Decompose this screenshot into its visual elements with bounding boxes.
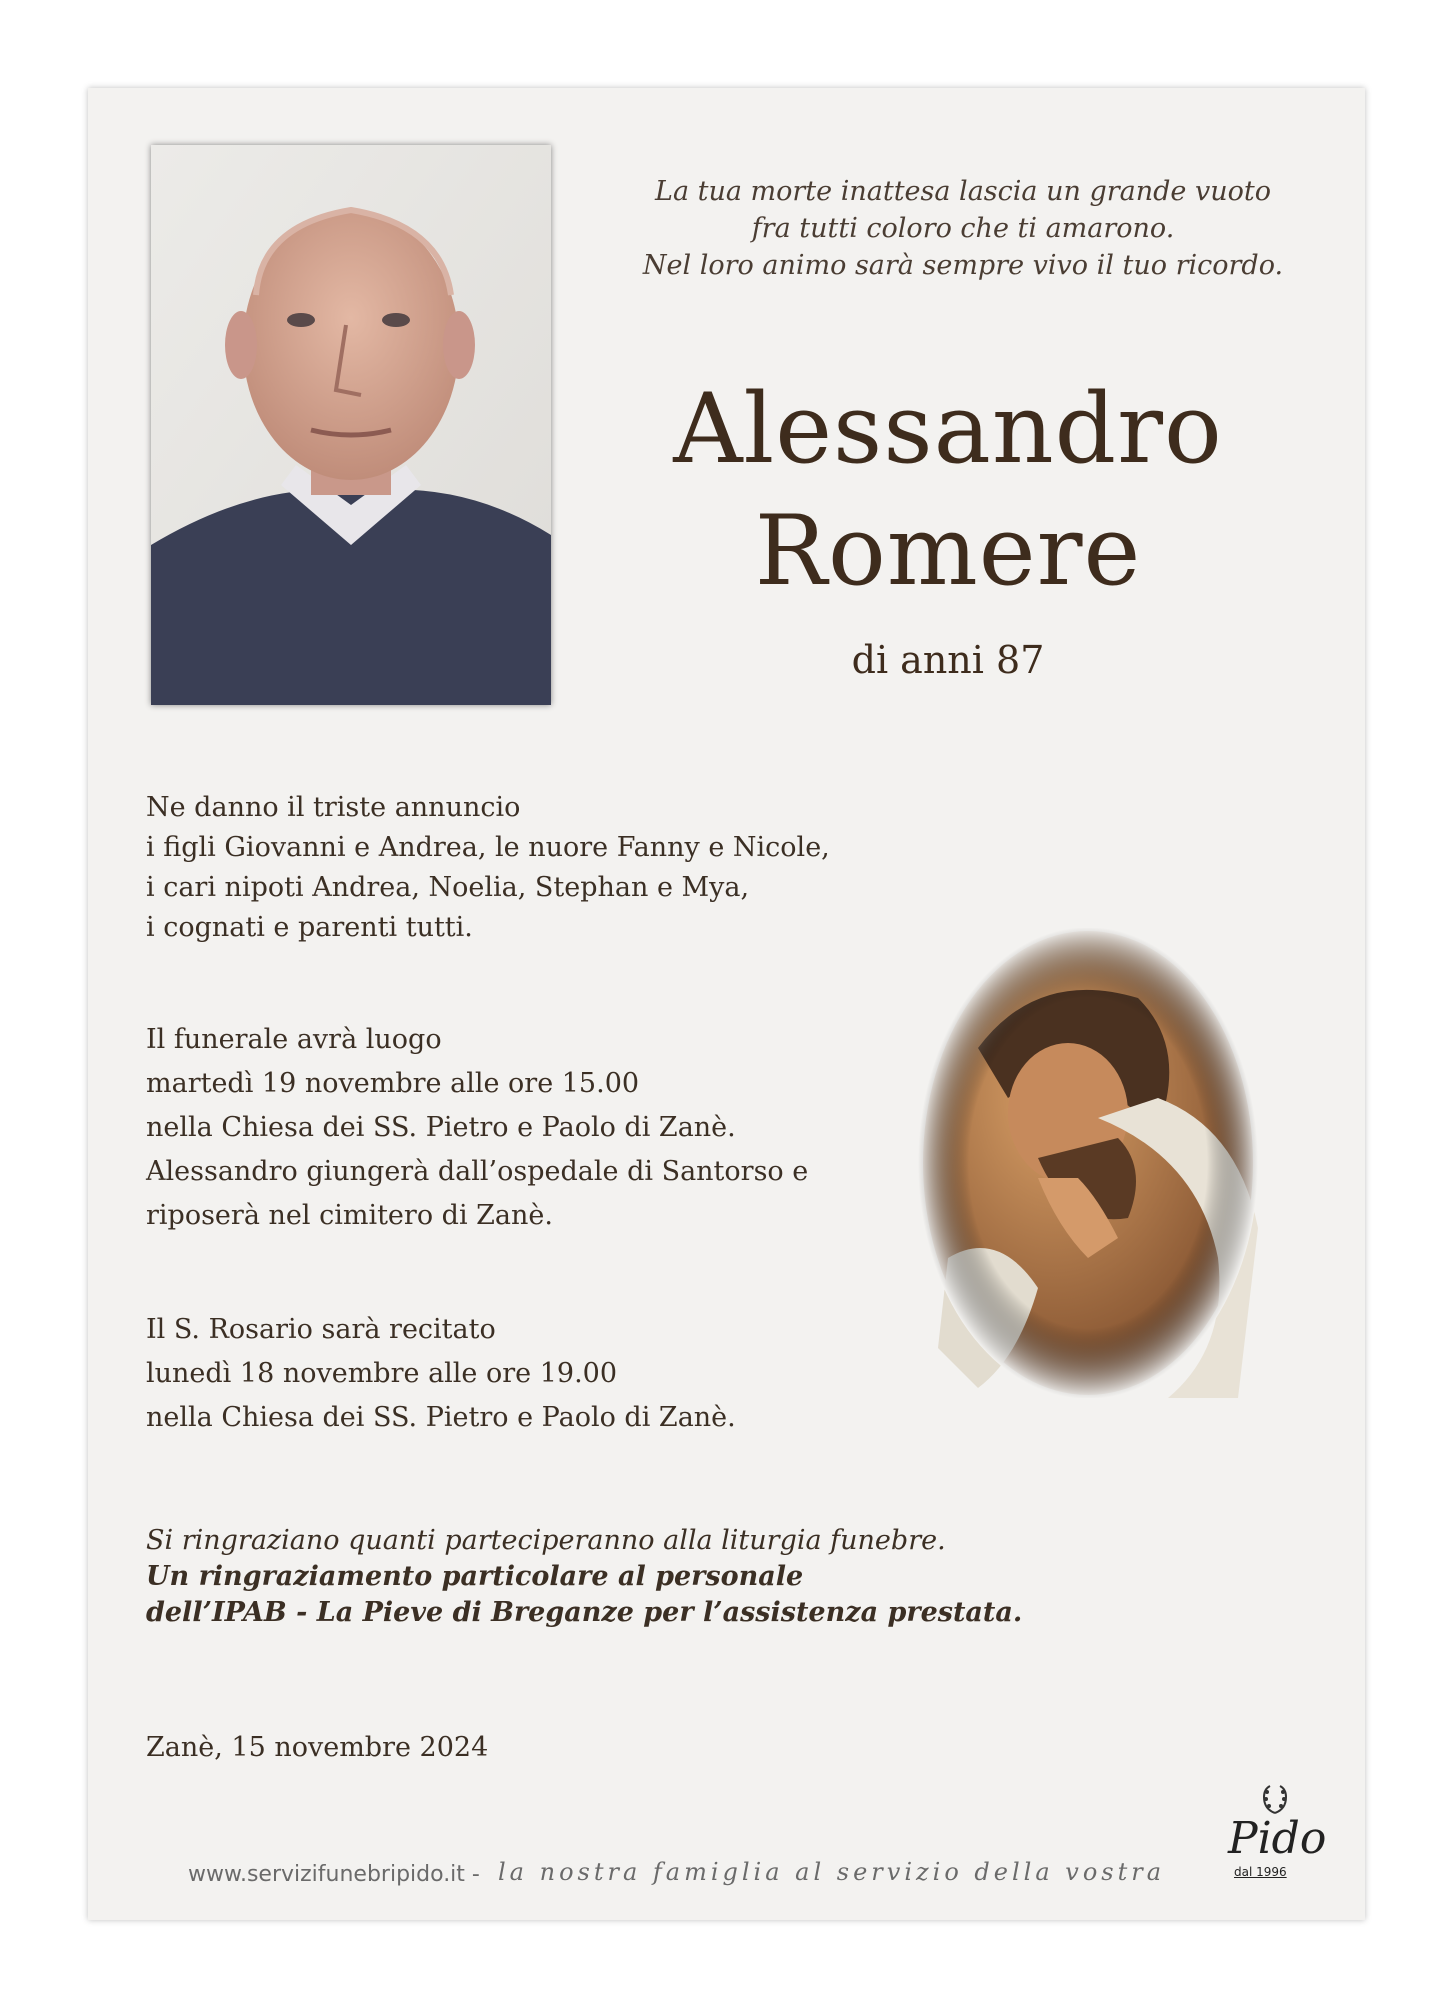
logo-brand-name: Pido — [1228, 1813, 1327, 1864]
quote-line: La tua morte inattesa lascia un grande vuoto — [655, 176, 1271, 207]
rosary-info-block — [146, 1308, 736, 1440]
announcement-line: i cari nipoti Andrea, Noelia, Stephan e Mya, — [146, 872, 750, 903]
rosary-line: lunedì 18 novembre alle ore 19.00 — [146, 1358, 618, 1389]
announcement-line: Ne danno il triste annuncio — [146, 792, 521, 823]
memorial-quote — [598, 173, 1328, 284]
rosary-line: nella Chiesa dei SS. Pietro e Paolo di Zanè. — [146, 1402, 736, 1433]
announcement-line: i cognati e parenti tutti. — [146, 912, 473, 943]
rosary-line: Il S. Rosario sarà recitato — [146, 1314, 496, 1345]
footer-motto: la nostra famiglia al servizio della vostra — [498, 1858, 1166, 1886]
thanks-block — [146, 1523, 1022, 1631]
announcement-block — [146, 788, 830, 948]
first-name: Alessandro — [673, 373, 1223, 485]
funeral-home-logo — [1218, 1783, 1338, 1883]
last-name: Romere — [754, 495, 1142, 607]
thanks-line: Si ringraziano quanti parteciperanno alla liturgia funebre. — [146, 1525, 946, 1556]
deceased-portrait-photo — [151, 145, 551, 705]
funeral-info-block — [146, 1018, 808, 1238]
thanks-line-bold: Un ringraziamento particolare al personale — [146, 1561, 804, 1592]
place-and-date: Zanè, 15 novembre 2024 — [146, 1732, 489, 1763]
funeral-line: riposerà nel cimitero di Zanè. — [146, 1200, 553, 1231]
thanks-line-bold: dell’IPAB - La Pieve di Breganze per l’assistenza prestata. — [146, 1597, 1023, 1628]
wreath-icon — [1258, 1783, 1292, 1817]
praying-jesus-image — [918, 928, 1258, 1398]
quote-line: fra tutti coloro che ti amarono. — [751, 213, 1175, 244]
quote-line: Nel loro animo sarà sempre vivo il tuo ricordo. — [642, 250, 1284, 281]
footer-website-link[interactable]: www.servizifunebripido.it - — [188, 1862, 480, 1887]
funeral-line: Il funerale avrà luogo — [146, 1024, 442, 1055]
funeral-line: Alessandro giungerà dall’ospedale di Santorso e — [146, 1156, 809, 1187]
deceased-name — [618, 368, 1278, 612]
announcement-line: i figli Giovanni e Andrea, le nuore Fanny e Nicole, — [146, 832, 830, 863]
funeral-line: martedì 19 novembre alle ore 15.00 — [146, 1068, 640, 1099]
logo-since: dal 1996 — [1234, 1865, 1287, 1879]
funeral-line: nella Chiesa dei SS. Pietro e Paolo di Zanè. — [146, 1112, 736, 1143]
obituary-sheet — [88, 88, 1365, 1920]
deceased-age: di anni 87 — [851, 638, 1045, 682]
